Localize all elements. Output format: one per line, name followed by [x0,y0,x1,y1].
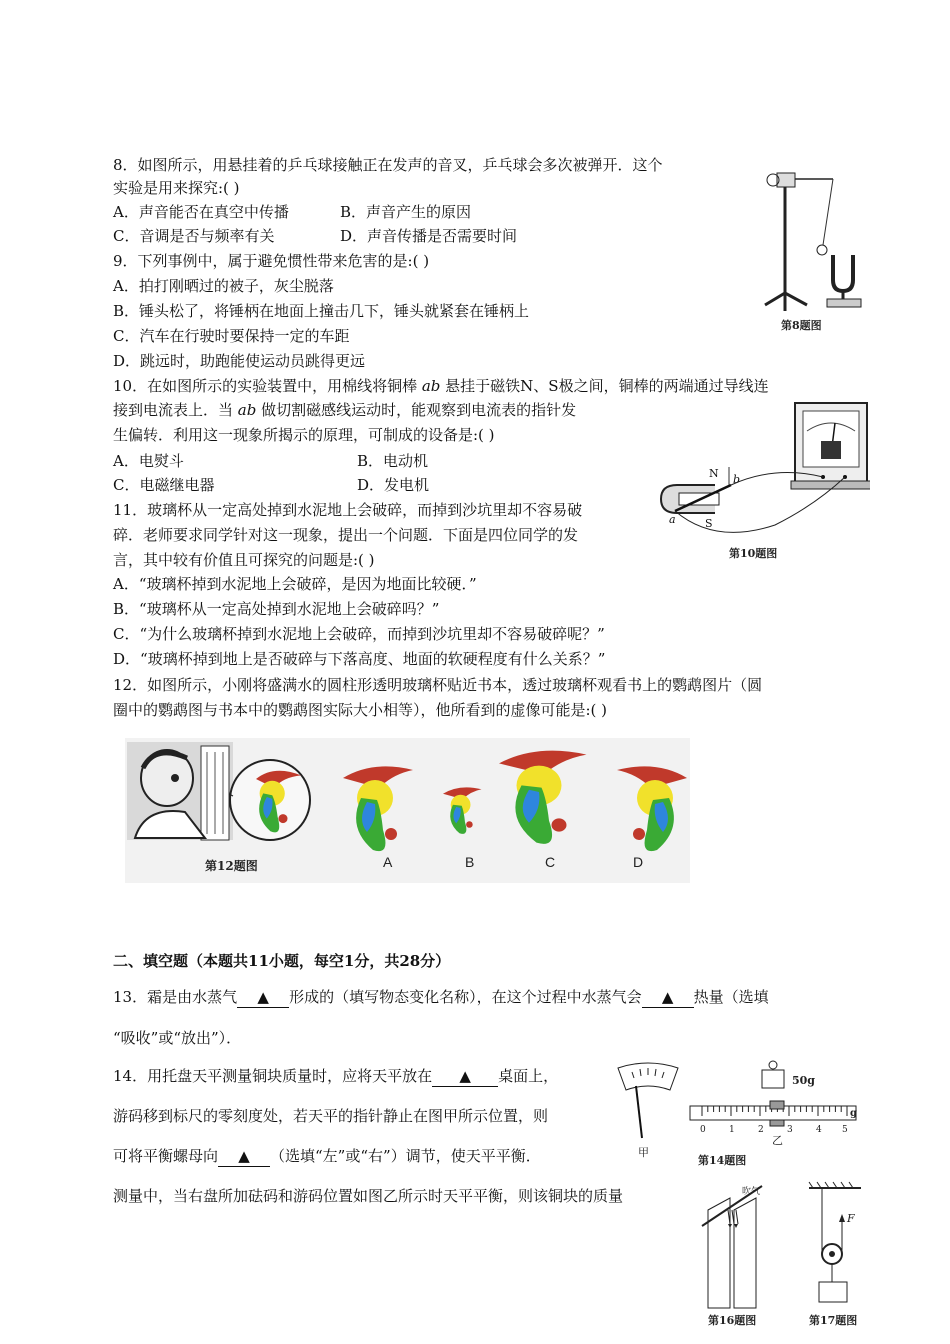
q14-blank-2[interactable]: ▲ [218,1146,270,1167]
q13-line1 [113,987,769,1008]
q14-fig-jia: 甲 [638,1146,649,1159]
q10-fig-s: S [705,517,713,530]
q11-stem-line2: 碎．老师要求同学针对这一现象，提出一个问题．下面是四位同学的发 [113,526,579,544]
q14-line4: 测量中，当右盘所加砝码和游码位置如图乙所示时天平平衡，则该铜块的质量 [113,1187,624,1205]
q10-ab: ab [237,401,257,419]
q12-figure [125,738,690,883]
q13-text: 13．霜是由水蒸气 [113,988,238,1006]
q13-line2: “吸收”或“放出”）． [113,1029,242,1047]
section-2-heading: 二、填空题（本题共11小题，每空1分，共28分） [113,952,451,970]
q11-stem-line3: 言，其中较有价值且可探究的问题是:( ) [113,551,375,569]
q9-stem: 9．下列事例中，属于避免惯性带来危害的是:( ) [113,252,430,270]
q14-fig-g: g [850,1108,857,1119]
q10-option-d: D．发电机 [357,476,430,494]
q17-figure [805,1180,865,1330]
q14-scale-2: 2 [758,1125,764,1135]
q14-line3 [113,1146,541,1167]
q12-stem-line2: 圈中的鹦鹉图与书本中的鹦鹉图实际大小相等），他所看到的虚像可能是:( ) [113,701,608,719]
q14-text: 桌面上， [498,1067,559,1085]
q14-figure-caption: 第14题图 [698,1154,747,1167]
q8-stem-line2: 实验是用来探究:( ) [113,179,240,197]
q8-option-d: D．声音传播是否需要时间 [340,227,518,245]
q10-fig-b: b [733,473,741,486]
q14-fig-50g: 50g [792,1074,815,1087]
q9-option-a: A．拍打刚晒过的被子，灰尘脱落 [113,277,334,295]
q12-option-a-label: A [383,854,393,870]
q10-stem-line1 [113,376,769,396]
q13-text: 热量（选填 [693,988,769,1006]
q10-figure-caption: 第10题图 [729,547,778,560]
q8-option-c: C．音调是否与频率有关 [113,227,275,245]
q16-fig-label: 吹气 [742,1187,761,1197]
q10-figure [655,395,870,570]
q13-blank-2[interactable]: ▲ [642,987,694,1008]
q14-line1 [113,1066,558,1087]
q8-option-a: A．声音能否在真空中传播 [113,203,289,221]
q14-text: 可将平衡螺母向 [113,1147,219,1165]
q17-fig-f: F [847,1212,855,1225]
q10-option-a: A．电熨斗 [113,452,184,470]
q8-figure-caption: 第8题图 [781,319,822,332]
q9-option-d: D．跳远时，助跑能使运动员跳得更远 [113,352,366,370]
q14-scale-5: 5 [842,1125,848,1135]
q12-option-d-label: D [633,854,644,870]
q14-line2: 游码移到标尺的零刻度处，若天平的指针静止在图甲所示位置，则 [113,1107,549,1125]
q10-stem-text: 10．在如图所示的实验装置中，用棉线将铜棒 [113,377,422,395]
q16-figure-caption: 第16题图 [708,1314,757,1327]
q10-stem-text: 做切割磁感线运动时，能观察到电流表的指针发 [256,401,577,419]
q10-stem-text: 悬挂于磁铁N、S极之间，铜棒的两端通过导线连 [440,377,769,395]
q14-scale-4: 4 [816,1125,822,1135]
q12-figure-caption: 第12题图 [205,859,258,873]
q14-scale-0: 0 [700,1125,706,1135]
q11-option-a: A．“玻璃杯掉到水泥地上会破碎，是因为地面比较硬．” [113,575,477,593]
q10-stem-text: 接到电流表上．当 [113,401,238,419]
q8-stem-line1: 8．如图所示，用悬挂着的乒乓球接触正在发声的音叉，乒乓球会多次被弹开．这个 [113,156,663,174]
q10-option-c: C．电磁继电器 [113,476,215,494]
q8-figure [755,165,875,335]
q10-fig-n: N [709,467,719,480]
q12-stem-line1: 12．如图所示，小刚将盛满水的圆柱形透明玻璃杯贴近书本，透过玻璃杯观看书上的鹦鹉图片（圆 [113,676,763,694]
q17-figure-caption: 第17题图 [809,1314,858,1327]
q11-stem-line1: 11．玻璃杯从一定高处掉到水泥地上会破碎，而掉到沙坑里却不容易破 [113,501,583,519]
q11-option-b: B．“玻璃杯从一定高处掉到水泥地上会破碎吗？” [113,600,440,618]
q12-option-b-label: B [465,854,475,870]
q14-fig-yi: 乙 [772,1134,783,1147]
q14-scale-3: 3 [787,1125,793,1135]
q14-blank-1[interactable]: ▲ [432,1066,498,1087]
q14-scale-1: 1 [729,1125,735,1135]
q14-text: （选填“左”或“右”）调节，使天平平衡． [270,1147,541,1165]
q11-option-c: C．“为什么玻璃杯掉到水泥地上会破碎，而掉到沙坑里却不容易破碎呢？” [113,625,605,643]
q12-option-c-label: C [545,854,556,870]
q9-option-c: C．汽车在行驶时要保持一定的车距 [113,327,350,345]
q14-text: 14．用托盘天平测量铜块质量时，应将天平放在 [113,1067,433,1085]
q10-option-b: B．电动机 [357,452,429,470]
q13-blank-1[interactable]: ▲ [237,987,289,1008]
q10-ab: ab [421,377,441,395]
q14-figure [612,1056,862,1174]
q10-stem-line2 [113,400,576,420]
q8-option-b: B．声音产生的原因 [340,203,472,221]
q10-fig-a: a [669,513,676,526]
q13-text: 形成的（填写物态变化名称），在这个过程中水蒸气会 [289,988,642,1006]
q9-option-b: B．锤头松了，将锤柄在地面上撞击几下，锤头就紧套在锤柄上 [113,302,530,320]
q16-figure [700,1180,790,1330]
q11-option-d: D．“玻璃杯掉到地上是否破碎与下落高度、地面的软硬程度有什么关系？” [113,650,606,668]
q10-stem-line3: 生偏转．利用这一现象所揭示的原理，可制成的设备是:( ) [113,426,495,444]
